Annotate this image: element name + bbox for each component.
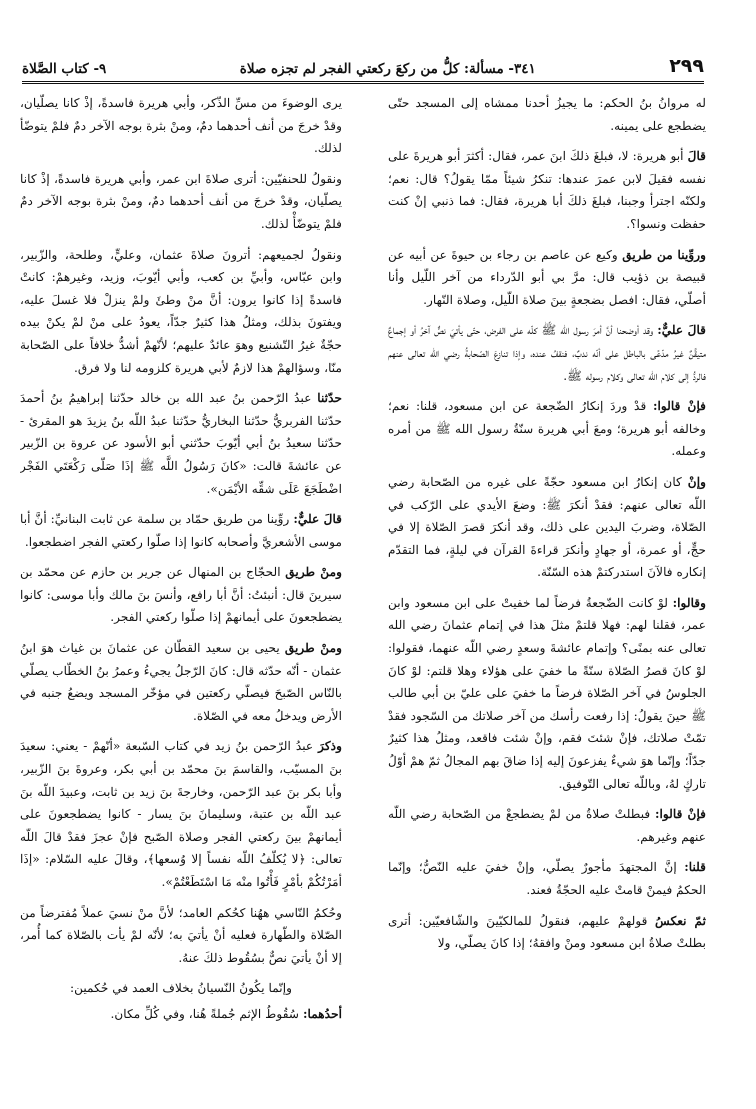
paragraph: حدّثنا عبدُ الرّحمن بنُ عبد الله بن خالد حدّثنا إبراهيمُ بنُ أحمدَ حدّثنا الفربريُّ حدّثنا البخاريُّ حدّثنا عبدُ اللّه بنُ يزيدَ هو المقرئ - حدّثنا سعيدُ بنُ أبي أيّوبَ حدّثني أبو الأسود عن عروة بن الزّبير عن عائشةَ قالت: «كانَ رَسُولُ اللَّه ﷺ إذَا صَلّى رَكْعَتَي الفَجْر اضْطَجَعَ عَلَى شقِّه الأيْمَن». — [20, 391, 342, 496]
paragraph: فإنْ قالوا: قدْ وردَ إنكارُ الضّجعة عن ابن مسعود، قلنا: نعم؛ وخالفه أبو هريرة؛ ومعَ أبي هريرة سنّةُ رسول الله ﷺ من أمره وعمله. — [388, 399, 706, 459]
book-title: ٩- كتاب الصَّلاة — [22, 61, 107, 77]
page-number: ٢٩٩ — [669, 55, 704, 77]
paragraph: له مروانُ بنُ الحكم: ما يجيزُ أحدنا ممشاه إلى المسجد حتّى يضطجع على يمينه. — [388, 96, 706, 133]
paragraph: وحُكمُ النّاسي ههُنا كحُكم العامد؛ لأنَّ منْ نسيَ عملاً مُفترضاً من الصّلاة والطّهارة فعليه أنْ يأتيَ به؛ لأنّه لمْ يأت بالصّلاة كما أُمر، إلا أنْ يأتيَ نصٌّ بسُقُوط ذلكَ عنهُ. — [20, 905, 342, 965]
paragraph: وإنْ كان إنكارُ ابن مسعود حجّةً على غيره من الصّحابة رضي اللّه تعالى عنهم: فقدْ أنكرَ ﷺ: وضعَ الأيدي على الرّكب في الصّلاة، وضربَ اليدين على ذلك، وقد أنكرَ قصرَ الصّلاة إلا في حجٍّ، أو عمرة، أو جهادٍ وأنكرَ قراءةَ القرآن في ليلةٍ، فما التقدّم إنكاره فالآنَ استدركتمْ هذه السّنّة. — [388, 474, 706, 580]
running-title: ٣٤١- مسألة: كلُّ من ركعَ ركعتي الفجر لم تجزه صلاة — [239, 61, 536, 77]
paragraph: ومنْ طريق الحجّاج بن المنهال عن جرير بن حازم عن محمّد بن سيرينَ قال: أنبئتُ: أنَّ أبا رافع، وأنسَ بنَ مالك وأبا موسى: كانوا يضطجعونَ على أيمانهمْ إذا صلّوا ركعتي الفجر. — [20, 565, 342, 625]
left-column — [20, 92, 342, 1087]
paragraph: وقالوا: لوْ كانت الضّجعةُ فرضاً لما خفيتْ على ابن مسعود وابن عمر، فقلنا لهم: فهلا قلتمْ مثلَ هذا في إتمام عثمانَ رضي الله تعالى عنه بمنًى؟ وإتمام عائشةَ وسعدٍ رضي اللّه عنهما، فقولوا: لوْ كانَ قصرُ الصّلاة سنّةً ما خفيَ على هؤلاء وهلا قلتم: لوْ كانَ الجلوسُ في آخر الصّلاة فرضاً ما خفيَ على عليّ بن أبي طالب ﷺ حينَ يقولُ: إذا رفعت رأسك من آخر صلاتك من السّجود فقدْ تمّتْ صلاتك، فإنْ شئتَ فقم، وإنْ شئت فاقعد، ومثلُ هذا كثيرٌ جدّاً؛ وإنّما هوَ شيءٌ يفزعونَ إليه إذا ضاقَ بهم المجالُ ثمّ همْ أوّلُ تاركٍ لهُ، وباللّه تعالى التّوفيق. — [388, 595, 706, 791]
paragraph: وروِّينا من طريق وكيع عن عاصم بن رجاء بن حيوةَ عن أبيه عن قبيصة بن ذؤيب قال: مرَّ بي أبو الدّرداء من آخر اللّيل وأنا أصلّي، فقال: افصل بضجعةٍ بينَ صلاة اللّيل، وصلاة النّهار. — [388, 247, 706, 307]
paragraph: وذكرَ عبدُ الرّحمن بنُ زيد في كتاب السّبعة «أنّهمْ - يعني: سعيدَ بنَ المسيّب، والقاسمَ بنَ محمّد بن أبي بكر، وعروةَ بنَ الزّبير، وأبا بكر بنَ عبد الرّحمن، وخارجةَ بنَ زيد بن ثابت، وعبيدَ اللّه بنَ عبد اللّه بن عتبة، وسليمانَ بنَ يسار - كانوا يضطجعونَ على أيمانهمْ بينَ ركعتي الفجر وصلاة الصّبح فإنْ عجزَ فقدْ قالَ اللّه تعالى: ﴿لا يُكلّفُ اللّه نفساً إلا وُسعها﴾، وقالَ عليه السّلام: «إذَا أمَرْتُكُمْ بأمْرٍ فَأْتُوا منْه مَا اسْتَطَعْتُمْ». — [20, 739, 342, 889]
paragraph: قالَ أبو هريرة: لا، فبلغَ ذلكَ ابنَ عمر، فقال: أكثرَ أبو هريرةَ على نفسه فقيلَ لابن عمرَ عندها: تنكرُ شيئاً ممّا يقولُ؟ قال: نعم؛ ولكنّه اجترأ وجبنا، فبلغَ ذلكَ أبا هريرة، فقال: فما ذنبي إنْ كنت حفظت ونسوا؟. — [388, 149, 706, 231]
paragraph: فإنْ قالوا: فبطلتْ صلاةُ من لمْ يضطجعْ من الصّحابة رضي اللّه عنهم وغيرهم. — [388, 807, 706, 844]
paragraph: يرى الوضوءَ من مسِّ الذّكر، وأبي هريرة فاسدةً، إذْ كانا يصلّيان، وقدْ خرجَ من أنف أحدهما دمٌ، ومنْ بثرة بوجه الآخر دمٌ فلمْ يتوضّأ لذلك. — [20, 96, 342, 156]
closing-paragraph: أحدُهما: سُقُوطُ الإثم جُملةً هُنا، وفي كُلِّ مكان. — [110, 1006, 342, 1021]
paragraph: ومنْ طريق يحيى بن سعيد القطّان عن عثمانَ بن غياث هوَ ابنُ عثمان - أنّه حدّثه قال: كانَ الرّجلُ يجيءُ وعمرُ بنُ الخطّاب يصلّي بالنّاس الصّبحَ فيصلّي ركعتين في مؤخّر المسجد ويضعُ جنبه في الأرض ويدخلُ معه في الصّلاة. — [20, 641, 342, 723]
paragraph: ونقولُ لجميعهم: أترونَ صلاةَ عثمان، وعليٍّ، وطلحة، والزّبير، وابن عبّاس، وأبيِّ بن كعب، وأبي أيّوبَ، وزيد، وغيرهمْ: كانتْ فاسدةً إذا كانوا يرون: أنَّ منْ وطئَ ولمْ ينزلْ فلا غسلَ عليه، ويفتونَ بذلك، ومثلُ هذا كثيرٌ جدّاً، يعودُ على منْ لمْ يكنْ بيده حجّةٌ غيرُ التّشنيع وهوَ عائدٌ عليهم؛ لأنّهمْ أشدُّ خلافاً على الصّحابة منّا، وسؤالهمْ هذا لازمٌ لأبي هريرة كلزومه لنا ولا فرق. — [20, 247, 342, 375]
closing-line: وإنّما يكُونُ النّسيانُ بخلاف العمد في حُكمين: — [70, 981, 292, 996]
paragraph: قالَ عليٌّ: روِّينا من طريق حمّاد بن سلمة عن ثابت البنانيِّ: أنَّ أبا موسى الأشعريَّ وأصحابه كانوا إذا صلّوا ركعتي الفجر اضطجعوا. — [20, 512, 342, 549]
paragraph: ثمّ نعكسُ قولهمْ عليهم، فنقولُ للمالكيّينَ والشّافعيّين: أترى بطلتْ صلاةُ ابن مسعود ومنْ وافقهُ؛ إذا كانَ يصلّي، ولا — [388, 913, 706, 951]
right-column — [388, 92, 706, 1087]
paragraph: قالَ عليٌّ: وقد أوضحنا أنَّ أمرَ رسول الله ﷺ كلّه على الفرض، حتّى يأتيَ نصٌّ آخرُ أو إجماعٌ متيقَّنٌ غيرُ مدّعًى بالباطل على أنّه ندبٌ، فنقفُ عنده، وإذا تنازعَ الصّحابةُ رضي اللّه تعالى عنهم فالردُّ إلى كلام الله تعالى وكلام رسوله ﷺ. — [388, 323, 706, 383]
text-columns — [20, 92, 706, 1087]
paragraph: قلنا: إنَّ المجتهدَ مأجورٌ يصلّي، وإنْ خفيَ عليه النّصُّ؛ وإنّما الحكمُ فيمنْ قامتْ عليه الحجّةُ فعند. — [388, 860, 706, 897]
paragraph: ونقولُ للحنفيّين: أترى صلاةَ ابن عمر، وأبي هريرة فاسدةً، إذْ كانا يصلّيان، وقدْ خرجَ من أنف أحدهما دمٌ، ومنْ بثرة بوجه الآخر دمٌ فلمْ يتوضّأْ لذلك. — [20, 171, 342, 231]
page-header — [22, 50, 704, 84]
